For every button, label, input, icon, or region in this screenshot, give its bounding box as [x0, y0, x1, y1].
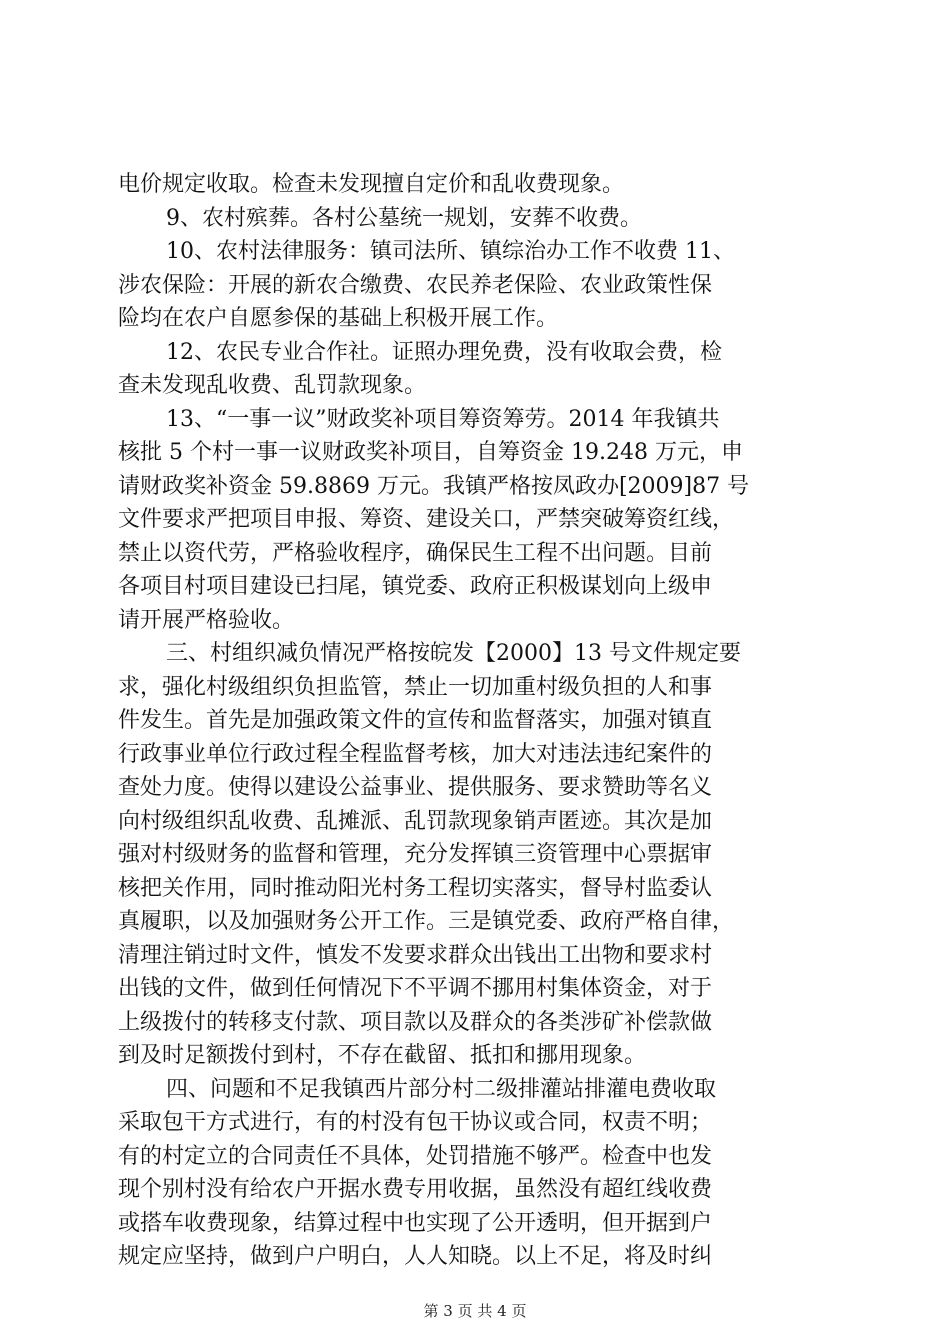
text-line: 件发生。首先是加强政策文件的宣传和监督落实，加强对镇直: [118, 708, 713, 733]
document-body: [118, 168, 838, 1274]
text-line: 核把关作用，同时推动阳光村务工程切实落实，督导村监委认: [118, 875, 713, 901]
text-line: 核批 5 个村一事一议财政奖补项目，自筹资金 19.248 万元，申: [118, 440, 743, 465]
text-line: 9、农村殡葬。各村公墓统一规划，安葬不收费。: [166, 205, 642, 231]
text-line: 禁止以资代劳，严格验收程序，确保民生工程不出问题。目前: [118, 540, 713, 566]
text-line: 10、农村法律服务：镇司法所、镇综治办工作不收费 11、: [166, 239, 735, 264]
text-line: 请开展严格验收。: [118, 607, 295, 633]
text-line: 采取包干方式进行，有的村没有包干协议或合同，权责不明；: [118, 1110, 713, 1135]
text-line: 险均在农户自愿参保的基础上积极开展工作。: [118, 306, 559, 331]
text-line: 三、村组织减负情况严格按皖发【2000】13 号文件规定要: [166, 641, 741, 666]
text-line: 到及时足额拨付到村，不存在截留、抵扣和挪用现象。: [118, 1043, 647, 1068]
text-line: 电价规定收取。检查未发现擅自定价和乱收费现象。: [118, 172, 625, 197]
text-line: 行政事业单位行政过程全程监督考核，加大对违法违纪案件的: [118, 741, 713, 767]
text-line: 查处力度。使得以建设公益事业、提供服务、要求赞助等名义: [118, 775, 713, 800]
text-line: 13、“一事一议”财政奖补项目筹资筹劳。2014 年我镇共: [166, 406, 720, 432]
text-line: 有的村定立的合同责任不具体，处罚措施不够严。检查中也发: [118, 1143, 713, 1169]
text-line: 各项目村项目建设已扫尾，镇党委、政府正积极谋划向上级申: [118, 574, 713, 599]
text-line: 向村级组织乱收费、乱摊派、乱罚款现象销声匿迹。其次是加: [118, 808, 713, 834]
text-line: 请财政奖补资金 59.8869 万元。我镇严格按凤政办[2009]87 号: [118, 473, 750, 499]
text-line: 强对村级财务的监督和管理，充分发挥镇三资管理中心票据审: [118, 842, 713, 867]
text-line: 上级拨付的转移支付款、项目款以及群众的各类涉矿补偿款做: [118, 1009, 713, 1035]
page-number-footer: 第 3 页 共 4 页: [423, 1302, 527, 1320]
text-line: 文件要求严把项目申报、筹资、建设关口，严禁突破筹资红线，: [118, 507, 735, 532]
text-line: 清理注销过时文件，慎发不发要求群众出钱出工出物和要求村: [118, 942, 713, 968]
text-line: 现个别村没有给农户开据水费专用收据，虽然没有超红线收费: [118, 1177, 713, 1202]
text-line: 真履职，以及加强财务公开工作。三是镇党委、政府严格自律，: [118, 909, 735, 934]
text-line: 12、农民专业合作社。证照办理免费，没有收取会费，检: [166, 339, 722, 365]
text-line: 出钱的文件，做到任何情况下不平调不挪用村集体资金，对于: [118, 976, 713, 1001]
text-line: 四、问题和不足我镇西片部分村二级排灌站排灌电费收取: [166, 1076, 717, 1102]
text-line: 涉农保险：开展的新农合缴费、农民养老保险、农业政策性保: [118, 272, 713, 298]
text-line: 求，强化村级组织负担监管，禁止一切加重村级负担的人和事: [118, 674, 713, 700]
text-line: 或搭车收费现象，结算过程中也实现了公开透明，但开据到户: [118, 1210, 713, 1236]
text-line: 查未发现乱收费、乱罚款现象。: [118, 373, 427, 398]
text-line: 规定应坚持，做到户户明白，人人知晓。以上不足，将及时纠: [118, 1244, 713, 1269]
